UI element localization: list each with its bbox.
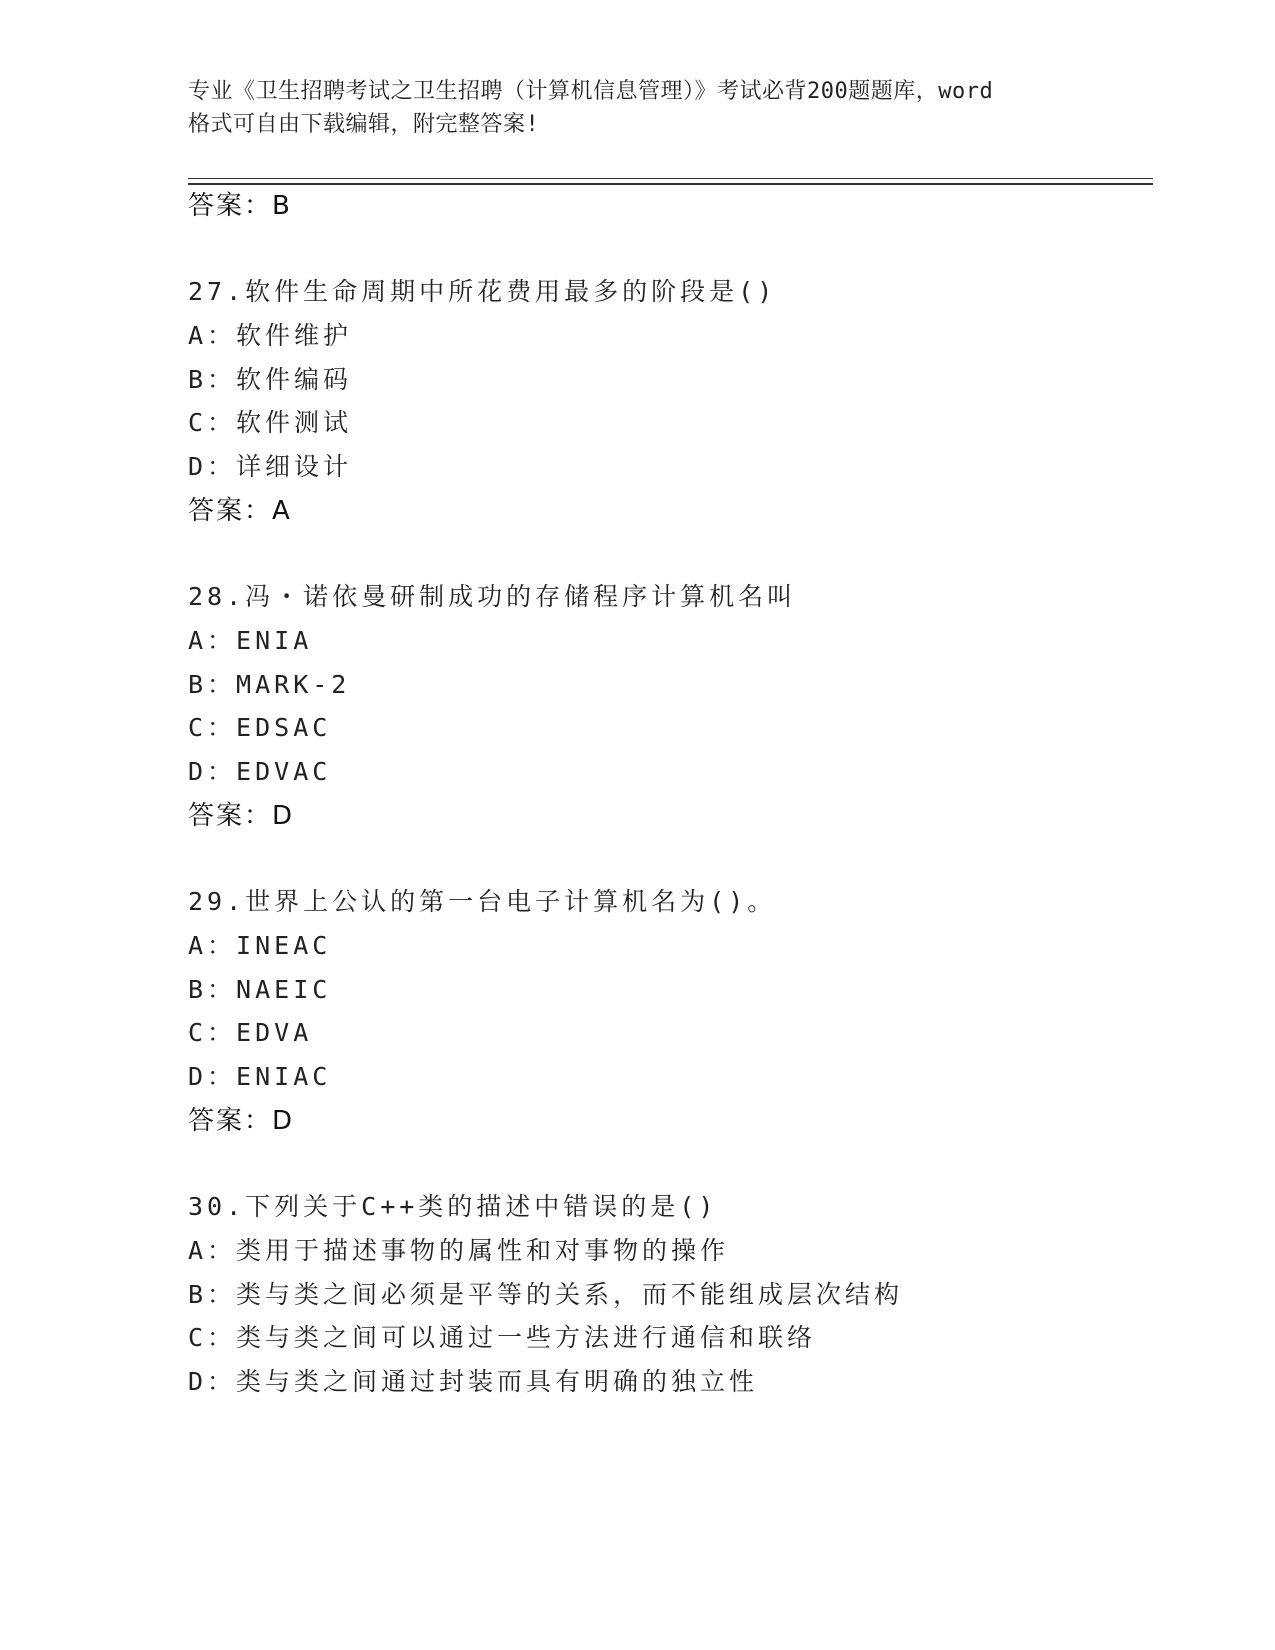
header-divider (188, 178, 1153, 185)
option-b: B：MARK-2 (188, 670, 351, 699)
option-c: C：EDSAC (188, 713, 332, 742)
option-a: A：ENIA (188, 626, 313, 655)
option-c: C：软件测试 (188, 408, 353, 437)
answer-line: 答案：D (188, 801, 295, 831)
question-stem: 27.软件生命周期中所花费用最多的阶段是() (188, 277, 777, 306)
option-a: A：软件维护 (188, 321, 353, 350)
option-a: A：INEAC (188, 931, 332, 960)
question-stem: 28.冯・诺依曼研制成功的存储程序计算机名叫 (188, 582, 797, 611)
option-c: C：类与类之间可以通过一些方法进行通信和联络 (188, 1323, 817, 1352)
header-line-1: 专业《卫生招聘考试之卫生招聘（计算机信息管理）》考试必背200题题库，word (188, 79, 994, 104)
answer-line: 答案：A (188, 496, 292, 526)
option-d: D：详细设计 (188, 452, 353, 481)
option-b: B：NAEIC (188, 975, 332, 1004)
option-a: A：类用于描述事物的属性和对事物的操作 (188, 1236, 730, 1265)
option-d: D：类与类之间通过封装而具有明确的独立性 (188, 1367, 759, 1396)
option-d: D：EDVAC (188, 757, 332, 786)
question-stem: 29.世界上公认的第一台电子计算机名为()。 (188, 887, 777, 916)
document-header (188, 75, 1088, 141)
option-c: C：EDVA (188, 1018, 313, 1047)
option-b: B：类与类之间必须是平等的关系，而不能组成层次结构 (188, 1280, 904, 1309)
answer-line: 答案：B (188, 191, 292, 221)
header-line-2: 格式可自由下载编辑，附完整答案! (188, 112, 540, 137)
answer-line: 答案：D (188, 1106, 295, 1136)
question-stem: 30.下列关于C++类的描述中错误的是() (188, 1192, 718, 1221)
option-b: B：软件编码 (188, 365, 353, 394)
option-d: D：ENIAC (188, 1062, 332, 1091)
